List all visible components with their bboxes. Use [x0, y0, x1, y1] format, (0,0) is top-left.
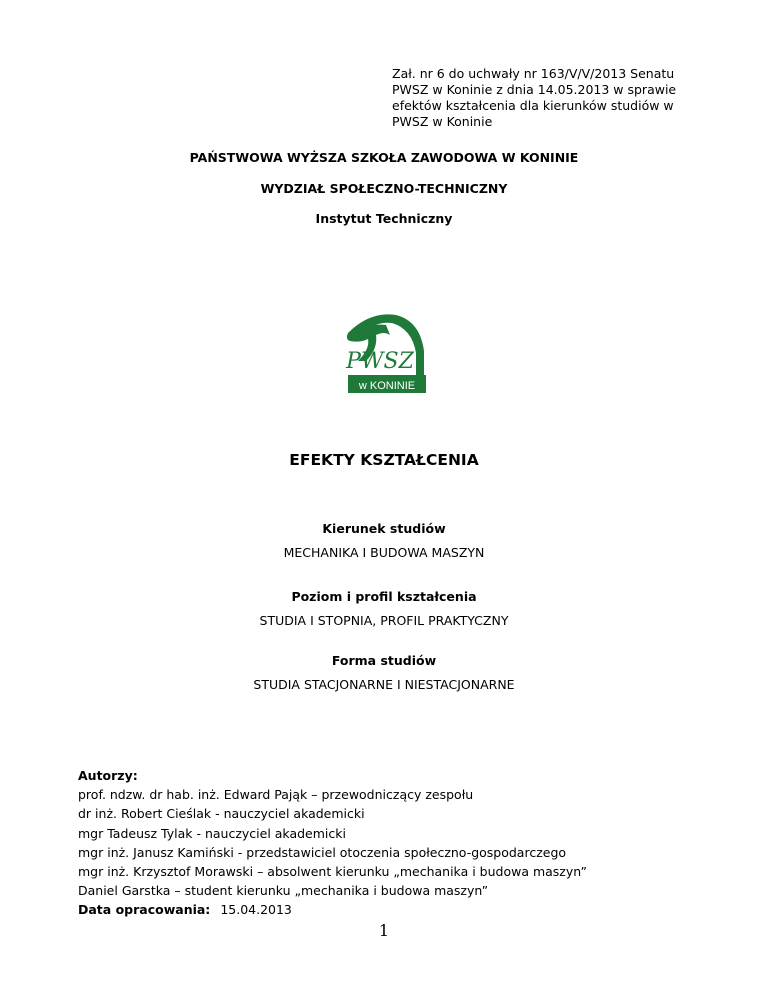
- section-value-study-form: STUDIA STACJONARNE I NIESTACJONARNE: [253, 677, 515, 692]
- logo-text-sub: w KONINIE: [358, 380, 416, 392]
- faculty-name: WYDZIAŁ SPOŁECZNO-TECHNICZNY: [260, 181, 508, 196]
- authors-heading: Autorzy:: [78, 768, 138, 783]
- author-entry: dr inż. Robert Cieślak - nauczyciel akademicki: [78, 806, 365, 822]
- attachment-note-line: PWSZ w Koninie z dnia 14.05.2013 w sprawie: [392, 82, 677, 97]
- section-value-level-profile: STUDIA I STOPNIA, PROFIL PRAKTYCZNY: [259, 613, 509, 628]
- school-name: PAŃSTWOWA WYŻSZA SZKOŁA ZAWODOWA W KONINIE: [189, 150, 579, 165]
- author-entry: Daniel Garstka – student kierunku „mechanika i budowa maszyn”: [78, 883, 489, 899]
- author-entry: prof. ndzw. dr hab. inż. Edward Pająk – przewodniczący zespołu: [78, 787, 474, 803]
- author-entry: mgr Tadeusz Tylak - nauczyciel akademicki: [78, 825, 346, 841]
- authors-block: [78, 766, 718, 920]
- section-label-study-form: Forma studiów: [331, 653, 437, 668]
- attachment-note-line: Zał. nr 6 do uchwały nr 163/V/V/2013 Senatu: [392, 66, 675, 81]
- document-title: EFEKTY KSZTAŁCENIA: [289, 451, 479, 469]
- preparation-date-value: 15.04.2013: [220, 902, 292, 918]
- logo-graphic: [340, 305, 430, 395]
- attachment-note-line: PWSZ w Koninie: [392, 114, 493, 129]
- horse-head-logo-icon: [340, 305, 430, 395]
- institute-name: Instytut Techniczny: [315, 211, 453, 226]
- preparation-date: [78, 900, 718, 919]
- section-label-field-of-study: Kierunek studiów: [322, 521, 446, 536]
- attachment-note: [392, 66, 712, 130]
- attachment-note-line: efektów kształcenia dla kierunków studiów w: [392, 98, 674, 113]
- page-number: 1: [378, 921, 390, 940]
- section-label-level-profile: Poziom i profil kształcenia: [291, 589, 477, 604]
- preparation-date-label: Data opracowania:: [78, 902, 211, 918]
- author-entry: mgr inż. Janusz Kamiński - przedstawiciel otoczenia społeczno-gospodarczego: [78, 844, 567, 860]
- section-value-field-of-study: MECHANIKA I BUDOWA MASZYN: [283, 545, 485, 560]
- logo-text-main: PWSZ: [346, 349, 414, 374]
- author-entry: mgr inż. Krzysztof Morawski – absolwent kierunku „mechanika i budowa maszyn”: [78, 864, 587, 880]
